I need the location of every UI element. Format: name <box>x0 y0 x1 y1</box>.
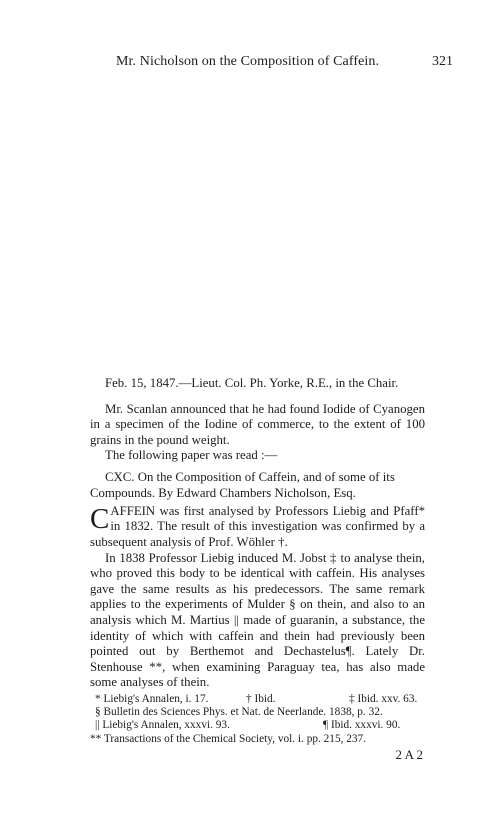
footnote-2: † Ibid. <box>246 692 276 705</box>
footnote-row-1 <box>90 693 425 706</box>
text-body <box>90 376 425 761</box>
footnote-7: ** Transactions of the Chemical Society, vol. i. pp. 215, 237. <box>90 732 367 745</box>
article-title <box>90 469 425 502</box>
drop-cap: C <box>90 502 110 535</box>
footnote-4: § Bulletin des Sciences Phys. et Nat. de Neerlande. 1838, p. 32. <box>95 706 383 719</box>
footnote-6: ¶ Ibid. xxxvi. 90. <box>323 719 401 732</box>
running-title: Mr. Nicholson on the Composition of Caffein. <box>116 54 380 69</box>
running-header <box>90 53 490 71</box>
footnote-1: * Liebig's Annalen, i. 17. <box>95 692 209 705</box>
signature-mark: 2 A 2 <box>395 746 423 762</box>
footnote-row-3 <box>90 719 425 732</box>
announcement-paragraph: Mr. Scanlan announced that he had found Iodide of Cyanogen in a specimen of the Iodine of commerce, to the extent of 100 grains in the pound weight. <box>90 401 425 447</box>
article-title-line-2: Compounds. By Edward Chambers Nicholson, Esq. <box>90 486 356 501</box>
footnote-3: ‡ Ibid. xxv. 63. <box>349 692 418 705</box>
page-number: 321 <box>432 54 453 69</box>
paragraph-1-text: AFFEIN was first analysed by Professors Liebig and Pfaff* in 1832. The result of this investigation was confirmed by a subsequent analysis of Prof. Wöhler †. <box>90 503 425 549</box>
footnotes <box>90 693 425 746</box>
paragraph-2: In 1838 Professor Liebig induced M. Jobst ‡ to analyse thein, who proved this body to be identical with caffein. His analyses gave the same results as his predecessors. The same remark applies to the experiments of Mulder § on thein, and also to an analysis which M. Martius || made of guaranin, a substance, the identity of which with caffein and thein had previously been pointed out by Berthemot and Dechastelus¶. Lately Dr. Stenhouse **, when examining Paraguay tea, has also made some analyses of thein. <box>90 550 425 690</box>
paper-read-line: The following paper was read :— <box>105 448 278 463</box>
meeting-chair-line: Feb. 15, 1847.—Lieut. Col. Ph. Yorke, R.E., in the Chair. <box>105 376 399 390</box>
article-title-line-1: CXC. On the Composition of Caffein, and of some of its <box>105 469 395 484</box>
paragraph-1 <box>90 504 425 551</box>
footnote-5: || Liebig's Annalen, xxxvi. 93. <box>95 719 230 732</box>
